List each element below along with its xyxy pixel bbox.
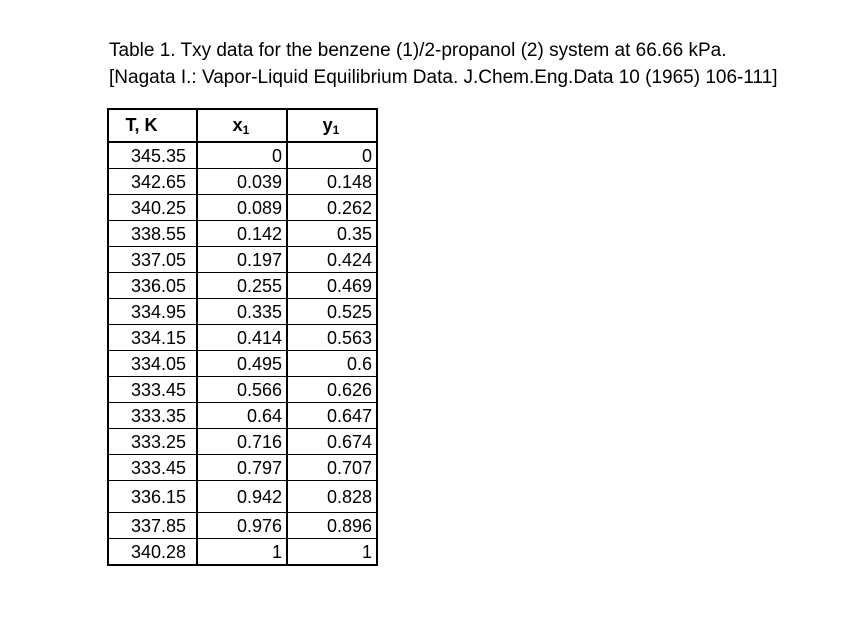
- cell-temperature: 336.05: [108, 273, 197, 299]
- cell-x1: 0.255: [197, 273, 287, 299]
- cell-temperature: 334.05: [108, 351, 197, 377]
- cell-x1: 0.414: [197, 325, 287, 351]
- cell-y1: 0.896: [287, 513, 377, 539]
- cell-temperature: 338.55: [108, 221, 197, 247]
- cell-x1: 0.566: [197, 377, 287, 403]
- caption-reference: [Nagata I.: Vapor-Liquid Equilibrium Data. J.Chem.Eng.Data 10 (1965) 106-111]: [109, 67, 778, 88]
- header-temperature: T, K: [108, 109, 197, 142]
- cell-y1: 0.424: [287, 247, 377, 273]
- header-x1-symbol: x: [232, 115, 243, 135]
- cell-x1: 0.142: [197, 221, 287, 247]
- cell-temperature: 340.28: [108, 539, 197, 566]
- cell-temperature: 337.05: [108, 247, 197, 273]
- cell-temperature: 333.45: [108, 377, 197, 403]
- txy-data-table: [107, 108, 378, 566]
- cell-x1: 0.335: [197, 299, 287, 325]
- table-body: [108, 142, 377, 565]
- cell-x1: 0.942: [197, 481, 287, 513]
- cell-y1: 0.647: [287, 403, 377, 429]
- cell-temperature: 340.25: [108, 195, 197, 221]
- table-row: [108, 221, 377, 247]
- table-caption: [109, 37, 778, 91]
- cell-y1: 0.469: [287, 273, 377, 299]
- cell-x1: 1: [197, 539, 287, 566]
- cell-x1: 0.64: [197, 403, 287, 429]
- table-row: [108, 142, 377, 169]
- cell-x1: 0.716: [197, 429, 287, 455]
- cell-y1: 0.674: [287, 429, 377, 455]
- header-x1: [197, 109, 287, 142]
- table-row: [108, 195, 377, 221]
- cell-temperature: 333.35: [108, 403, 197, 429]
- cell-x1: 0.039: [197, 169, 287, 195]
- cell-temperature: 333.25: [108, 429, 197, 455]
- table-row: [108, 377, 377, 403]
- table-row: [108, 513, 377, 539]
- cell-y1: 0: [287, 142, 377, 169]
- cell-y1: 0.707: [287, 455, 377, 481]
- cell-x1: 0.797: [197, 455, 287, 481]
- cell-temperature: 334.15: [108, 325, 197, 351]
- table-row: [108, 299, 377, 325]
- table-row: [108, 455, 377, 481]
- cell-y1: 0.262: [287, 195, 377, 221]
- table-row: [108, 539, 377, 566]
- cell-temperature: 334.95: [108, 299, 197, 325]
- cell-temperature: 342.65: [108, 169, 197, 195]
- cell-y1: 0.563: [287, 325, 377, 351]
- cell-x1: 0.197: [197, 247, 287, 273]
- table-row: [108, 325, 377, 351]
- header-y1: [287, 109, 377, 142]
- table-row: [108, 429, 377, 455]
- table-row: [108, 273, 377, 299]
- cell-temperature: 336.15: [108, 481, 197, 513]
- cell-temperature: 337.85: [108, 513, 197, 539]
- table-header-row: [108, 109, 377, 142]
- caption-title: Table 1. Txy data for the benzene (1)/2-propanol (2) system at 66.66 kPa.: [109, 40, 727, 61]
- header-x1-subscript: 1: [242, 123, 250, 137]
- cell-x1: 0.976: [197, 513, 287, 539]
- table-row: [108, 481, 377, 513]
- cell-x1: 0: [197, 142, 287, 169]
- table-row: [108, 247, 377, 273]
- cell-x1: 0.495: [197, 351, 287, 377]
- cell-y1: 0.828: [287, 481, 377, 513]
- cell-y1: 0.148: [287, 169, 377, 195]
- table-row: [108, 169, 377, 195]
- cell-y1: 0.525: [287, 299, 377, 325]
- header-y1-subscript: 1: [332, 123, 340, 137]
- header-y1-symbol: y: [322, 115, 333, 135]
- table-row: [108, 403, 377, 429]
- table-row: [108, 351, 377, 377]
- cell-y1: 0.35: [287, 221, 377, 247]
- cell-y1: 1: [287, 539, 377, 566]
- cell-y1: 0.626: [287, 377, 377, 403]
- cell-temperature: 333.45: [108, 455, 197, 481]
- cell-y1: 0.6: [287, 351, 377, 377]
- cell-x1: 0.089: [197, 195, 287, 221]
- cell-temperature: 345.35: [108, 142, 197, 169]
